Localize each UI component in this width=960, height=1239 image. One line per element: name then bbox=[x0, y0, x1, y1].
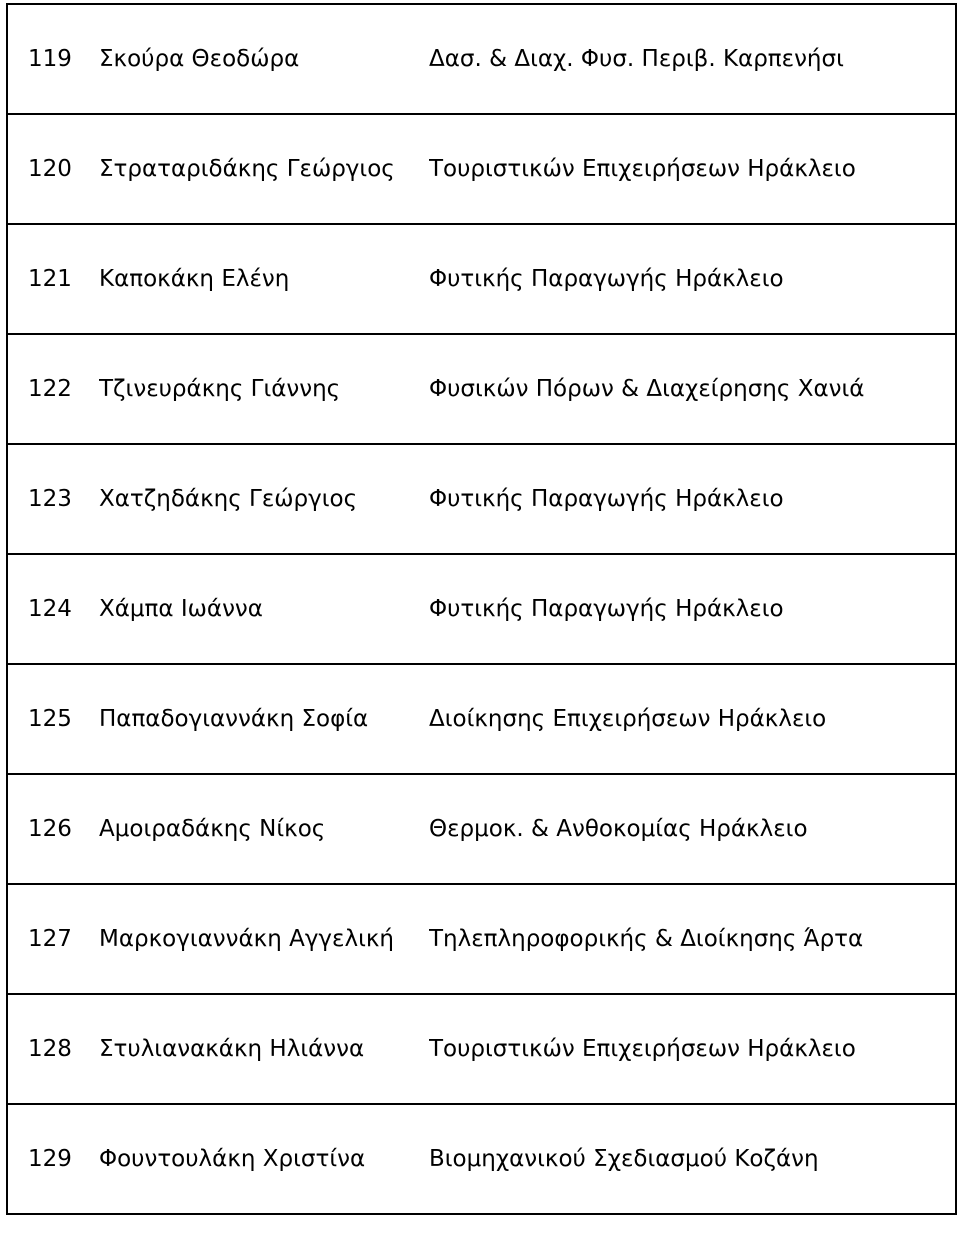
department-cell bbox=[429, 774, 956, 884]
row-number-cell bbox=[7, 884, 99, 994]
table-row bbox=[7, 884, 956, 994]
row-number-cell bbox=[7, 114, 99, 224]
row-number: 128 bbox=[28, 1035, 72, 1062]
person-name: Στυλιανακάκη Ηλιάννα bbox=[99, 1035, 365, 1062]
person-name: Τζινευράκης Γιάννης bbox=[99, 375, 341, 402]
row-number: 126 bbox=[28, 815, 72, 842]
table-row bbox=[7, 334, 956, 444]
table-row bbox=[7, 1104, 956, 1214]
table-row bbox=[7, 774, 956, 884]
department-name: Φυσικών Πόρων & Διαχείρησης Χανιά bbox=[429, 375, 865, 402]
row-number-cell bbox=[7, 664, 99, 774]
person-name-cell bbox=[99, 334, 429, 444]
department-cell bbox=[429, 224, 956, 334]
department-cell bbox=[429, 994, 956, 1104]
person-name-cell bbox=[99, 4, 429, 114]
department-name: Τουριστικών Επιχειρήσεων Ηράκλειο bbox=[429, 155, 856, 182]
department-cell bbox=[429, 664, 956, 774]
person-name-cell bbox=[99, 664, 429, 774]
table-row bbox=[7, 444, 956, 554]
table-row bbox=[7, 114, 956, 224]
person-name: Φουντουλάκη Χριστίνα bbox=[99, 1145, 366, 1172]
row-number-cell bbox=[7, 444, 99, 554]
person-name: Σκούρα Θεοδώρα bbox=[99, 45, 300, 72]
department-cell bbox=[429, 554, 956, 664]
table-row bbox=[7, 554, 956, 664]
row-number-cell bbox=[7, 4, 99, 114]
department-name: Φυτικής Παραγωγής Ηράκλειο bbox=[429, 595, 784, 622]
department-name: Διοίκησης Επιχειρήσεων Ηράκλειο bbox=[429, 705, 827, 732]
department-cell bbox=[429, 4, 956, 114]
department-name: Βιομηχανικού Σχεδιασμού Κοζάνη bbox=[429, 1145, 819, 1172]
table-row bbox=[7, 994, 956, 1104]
table-row bbox=[7, 224, 956, 334]
department-name: Τηλεπληροφορικής & Διοίκησης Άρτα bbox=[429, 925, 864, 952]
table-row bbox=[7, 664, 956, 774]
person-name-cell bbox=[99, 774, 429, 884]
row-number-cell bbox=[7, 554, 99, 664]
person-name: Μαρκογιαννάκη Αγγελική bbox=[99, 925, 395, 952]
table-row bbox=[7, 4, 956, 114]
person-name-cell bbox=[99, 554, 429, 664]
row-number: 120 bbox=[28, 155, 72, 182]
person-name: Αμοιραδάκης Νίκος bbox=[99, 815, 326, 842]
person-name-cell bbox=[99, 1104, 429, 1214]
row-number: 125 bbox=[28, 705, 72, 732]
row-number: 122 bbox=[28, 375, 72, 402]
department-name: Θερμοκ. & Ανθοκομίας Ηράκλειο bbox=[429, 815, 808, 842]
row-number: 129 bbox=[28, 1145, 72, 1172]
row-number-cell bbox=[7, 994, 99, 1104]
department-name: Φυτικής Παραγωγής Ηράκλειο bbox=[429, 265, 784, 292]
row-number: 119 bbox=[28, 45, 72, 72]
person-name: Παπαδογιαννάκη Σοφία bbox=[99, 705, 369, 732]
roster-table bbox=[6, 3, 957, 1215]
department-cell bbox=[429, 334, 956, 444]
person-name-cell bbox=[99, 444, 429, 554]
person-name-cell bbox=[99, 114, 429, 224]
row-number-cell bbox=[7, 224, 99, 334]
department-name: Φυτικής Παραγωγής Ηράκλειο bbox=[429, 485, 784, 512]
person-name: Χάμπα Ιωάννα bbox=[99, 595, 263, 622]
department-cell bbox=[429, 444, 956, 554]
person-name: Στραταριδάκης Γεώργιος bbox=[99, 155, 395, 182]
row-number: 121 bbox=[28, 265, 72, 292]
person-name: Καποκάκη Ελένη bbox=[99, 265, 290, 292]
department-cell bbox=[429, 1104, 956, 1214]
row-number: 123 bbox=[28, 485, 72, 512]
row-number: 124 bbox=[28, 595, 72, 622]
row-number-cell bbox=[7, 1104, 99, 1214]
row-number-cell bbox=[7, 334, 99, 444]
row-number: 127 bbox=[28, 925, 72, 952]
department-cell bbox=[429, 114, 956, 224]
person-name-cell bbox=[99, 884, 429, 994]
person-name-cell bbox=[99, 994, 429, 1104]
department-name: Τουριστικών Επιχειρήσεων Ηράκλειο bbox=[429, 1035, 856, 1062]
person-name: Χατζηδάκης Γεώργιος bbox=[99, 485, 358, 512]
department-name: Δασ. & Διαχ. Φυσ. Περιβ. Καρπενήσι bbox=[429, 45, 844, 72]
department-cell bbox=[429, 884, 956, 994]
row-number-cell bbox=[7, 774, 99, 884]
person-name-cell bbox=[99, 224, 429, 334]
